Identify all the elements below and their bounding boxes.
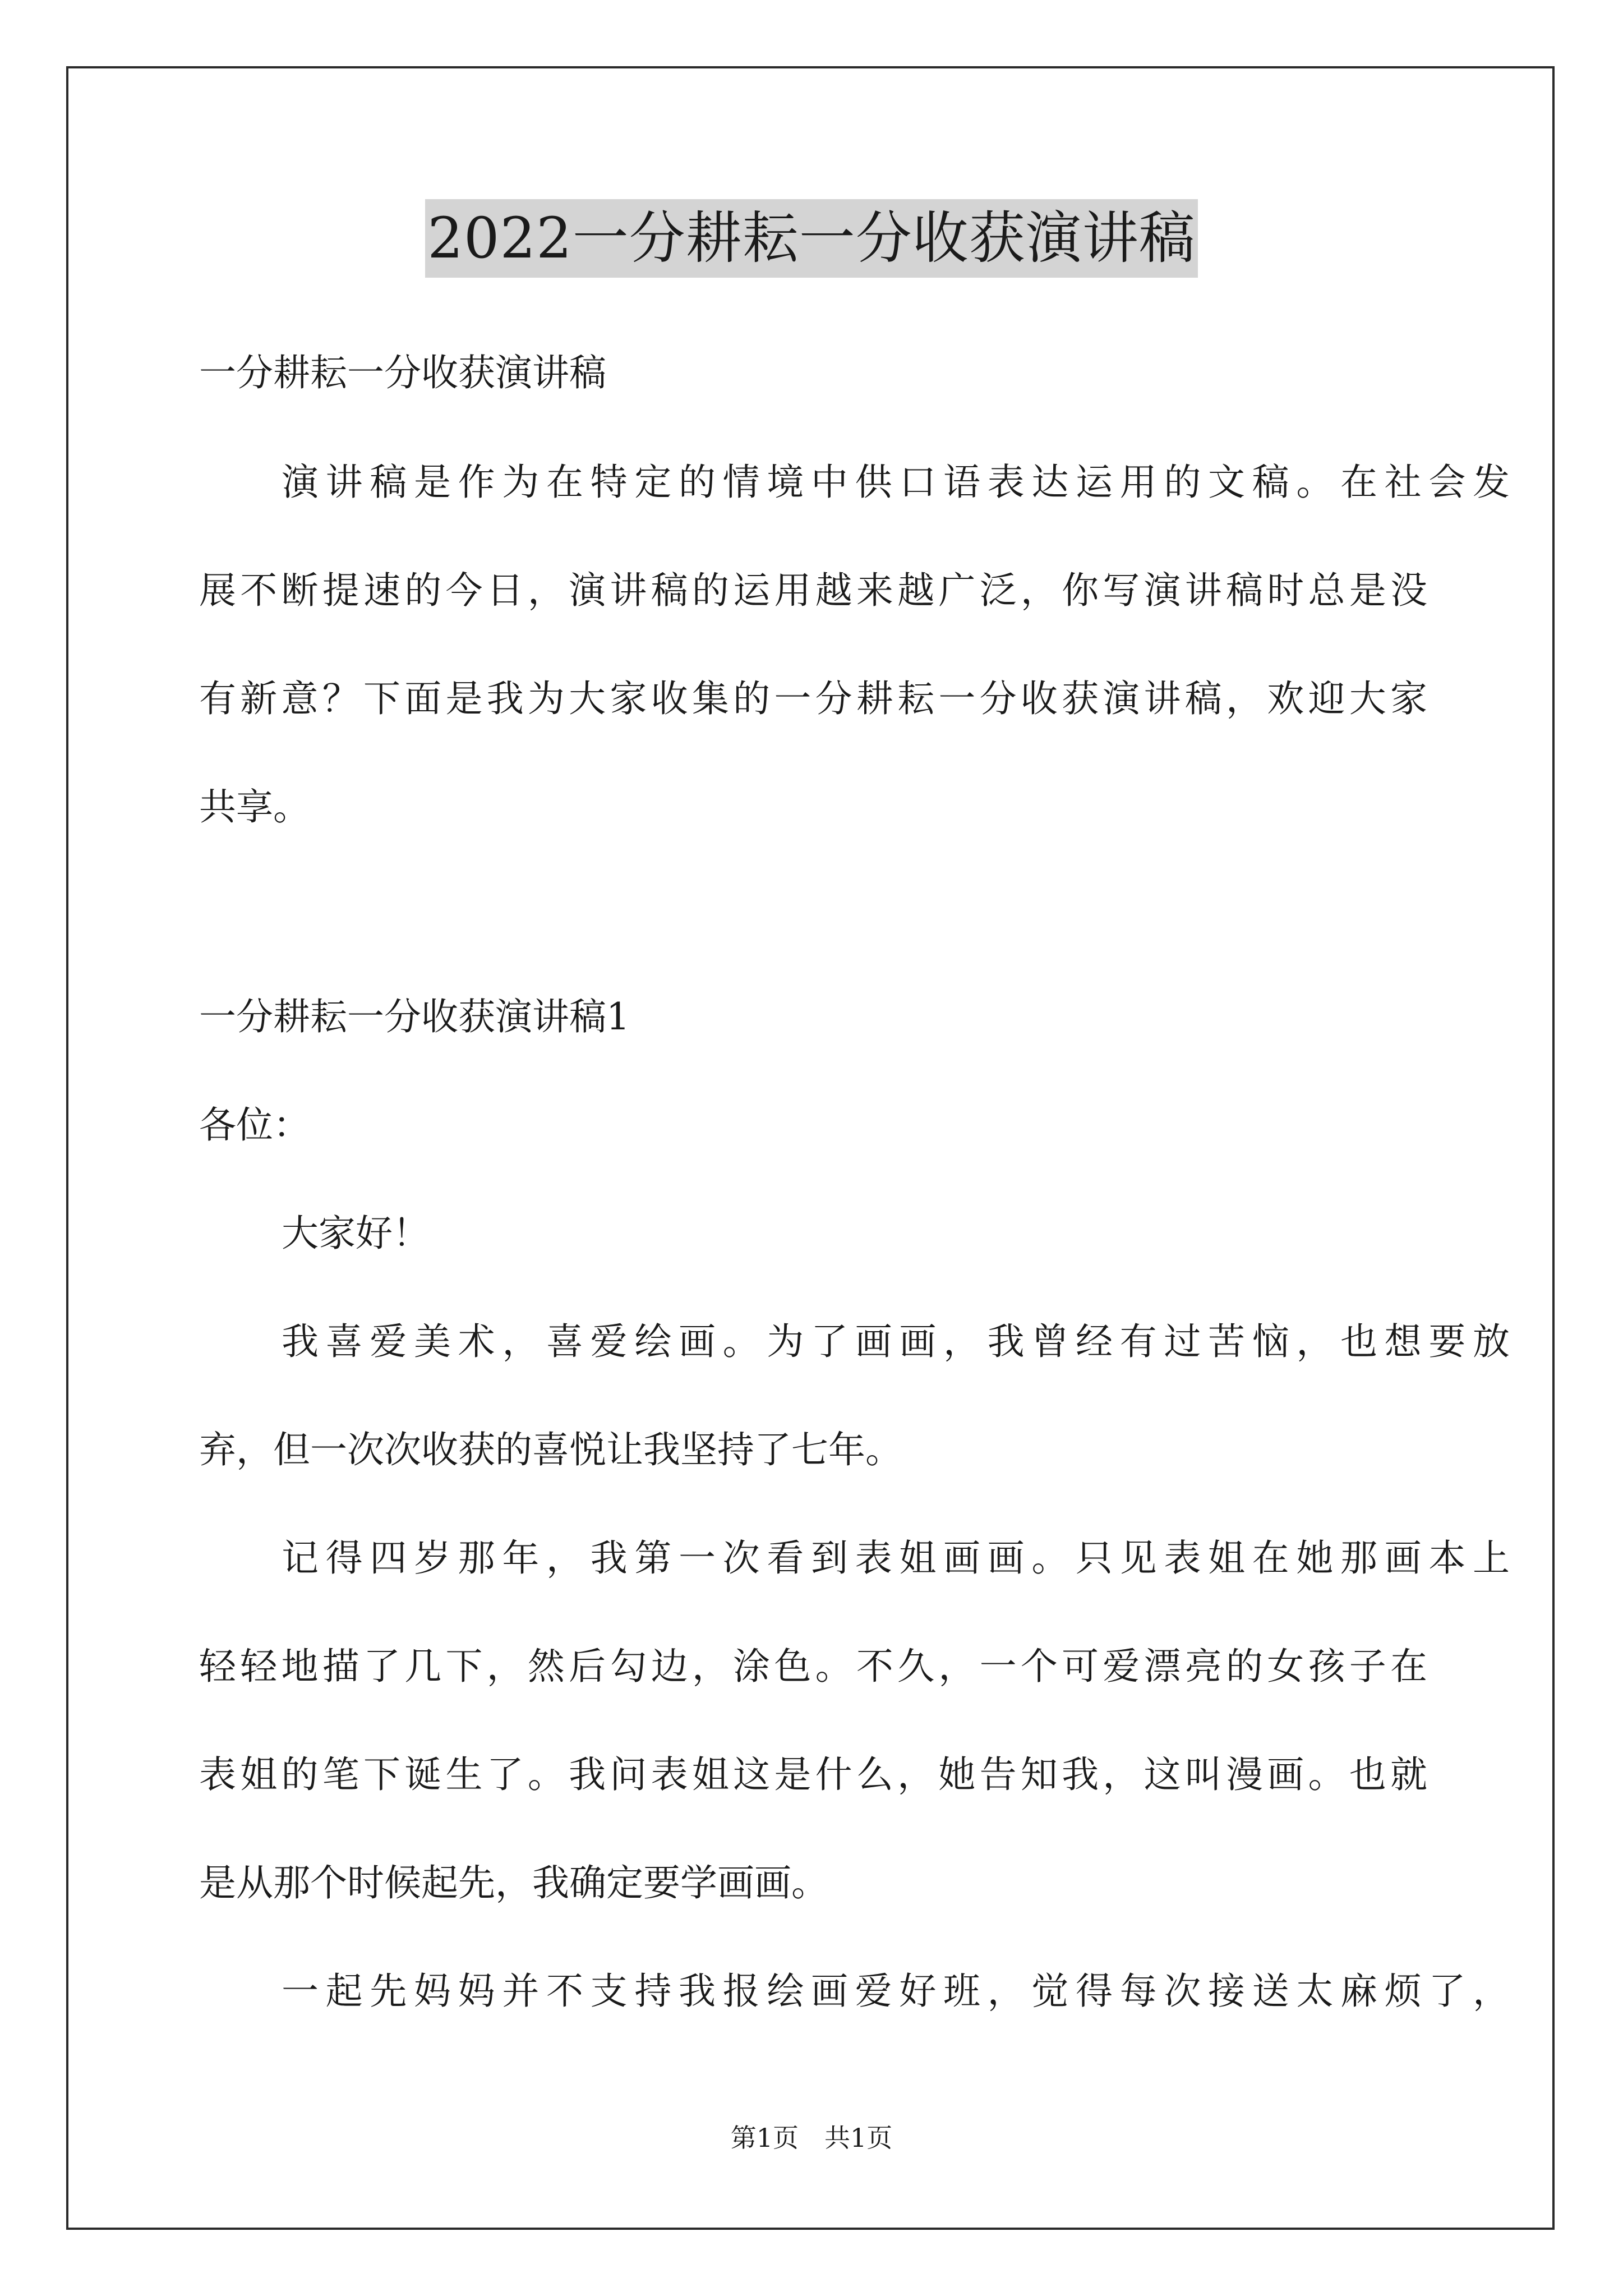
document-title: 2022一分耕耘一分收获演讲稿 <box>425 199 1198 278</box>
paragraph-line: 演讲稿是作为在特定的情境中供口语表达运用的文稿。在社会发 <box>282 461 1510 504</box>
paragraph-line: 是从那个时候起先，我确定要学画画。 <box>199 1861 828 1904</box>
paragraph-line: 共享。 <box>199 785 310 829</box>
section-heading: 一分耕耘一分收获演讲稿 <box>199 351 606 394</box>
title-block <box>0 199 1623 278</box>
paragraph-line: 轻轻地描了几下，然后勾边，涂色。不久，一个可爱漂亮的女孩子在 <box>199 1645 1427 1688</box>
paragraph-line: 弃，但一次次收获的喜悦让我坚持了七年。 <box>199 1428 902 1471</box>
paragraph-line: 有新意？下面是我为大家收集的一分耕耘一分收获演讲稿，欢迎大家 <box>199 677 1427 720</box>
paragraph-line: 展不断提速的今日，演讲稿的运用越来越广泛，你写演讲稿时总是没 <box>199 569 1427 612</box>
greeting: 大家好！ <box>282 1212 430 1255</box>
page-number: 第1页 共1页 <box>730 2123 893 2153</box>
paragraph-line: 记得四岁那年，我第一次看到表姐画画。只见表姐在她那画本上 <box>282 1536 1510 1580</box>
section-heading: 一分耕耘一分收获演讲稿1 <box>199 995 630 1038</box>
paragraph-line: 一起先妈妈并不支持我报绘画爱好班，觉得每次接送太麻烦了， <box>282 1970 1510 2013</box>
paragraph-line: 表姐的笔下诞生了。我问表姐这是什么，她告知我，这叫漫画。也就 <box>199 1753 1427 1796</box>
paragraph-line: 我喜爱美术，喜爱绘画。为了画画，我曾经有过苦恼，也想要放 <box>282 1320 1510 1363</box>
salutation: 各位： <box>199 1103 310 1147</box>
